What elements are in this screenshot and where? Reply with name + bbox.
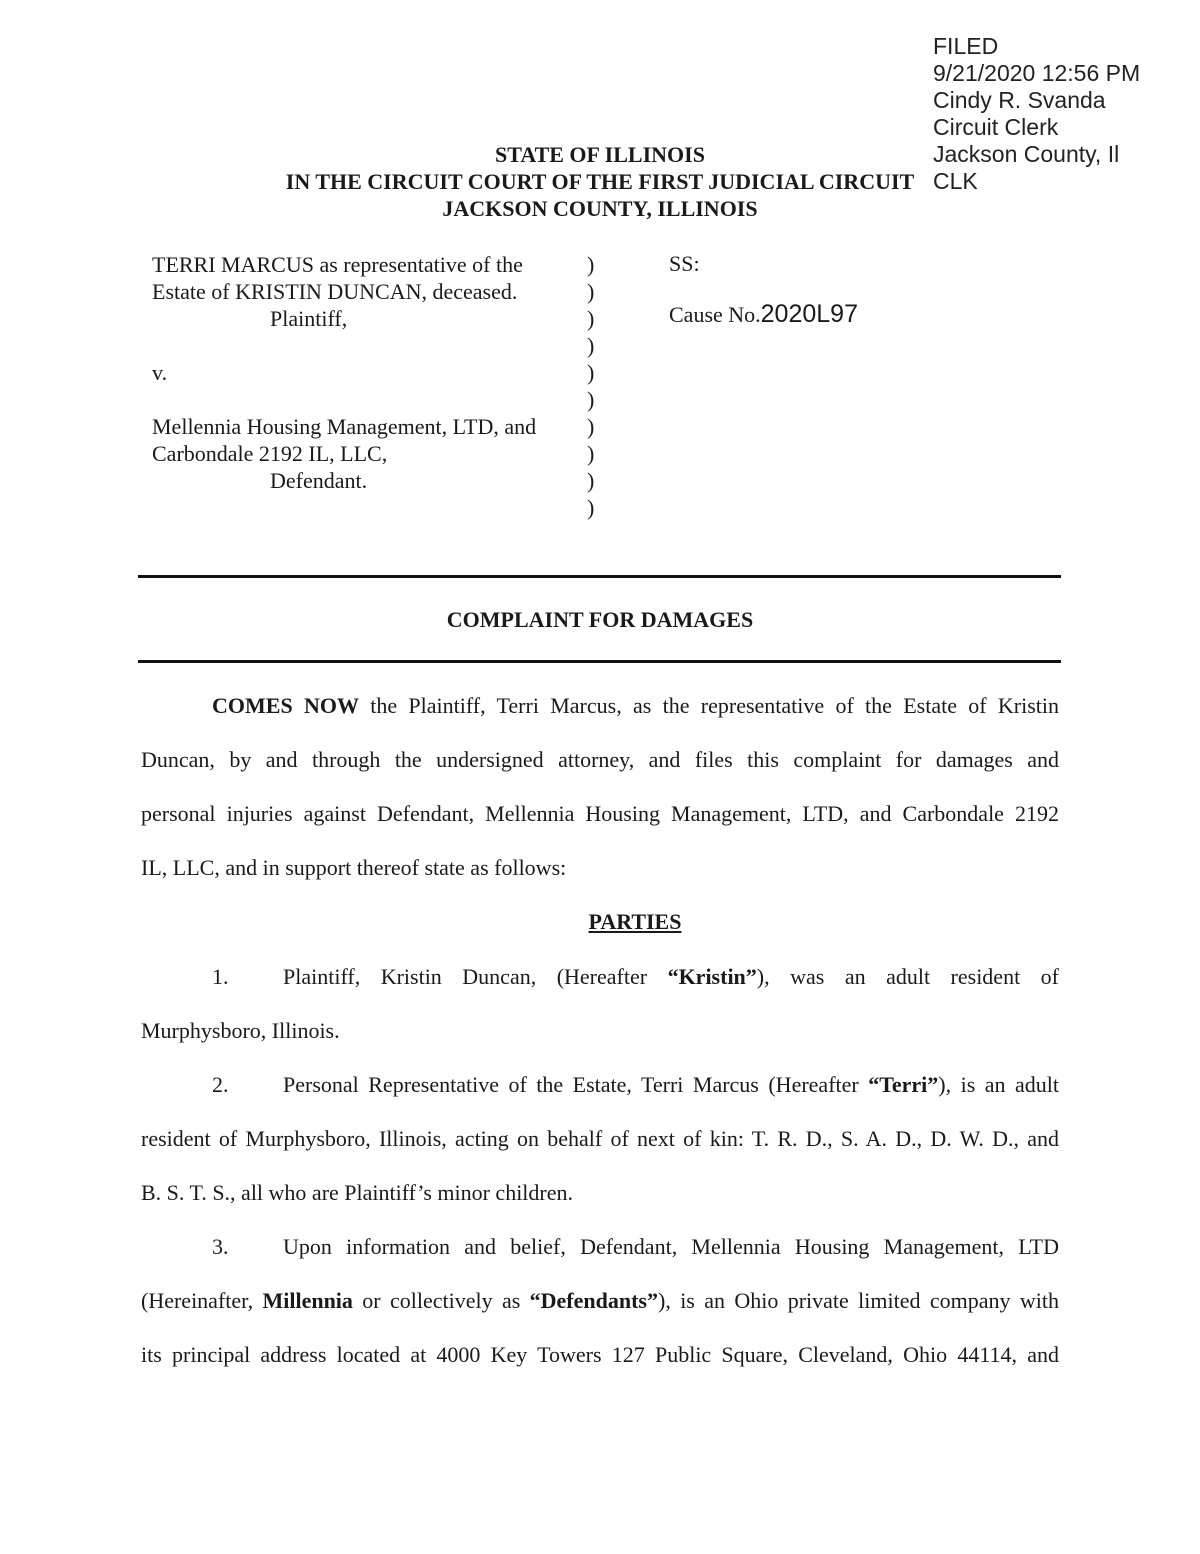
plaintiff-line-2: Estate of KRISTIN DUNCAN, deceased. bbox=[152, 279, 518, 304]
para-1-line-2: Murphysboro, Illinois. bbox=[141, 1018, 340, 1043]
para-1-line-1 bbox=[283, 964, 1059, 990]
cause-label: Cause No. bbox=[669, 302, 761, 327]
para-3-text-c: ), is an Ohio private limited company with bbox=[658, 1288, 1059, 1313]
para-3-text-b: or collectively as bbox=[352, 1288, 530, 1313]
paren: ) bbox=[587, 387, 595, 412]
stamp-county: Jackson County, Il bbox=[933, 141, 1120, 167]
document-title: COMPLAINT FOR DAMAGES bbox=[446, 607, 754, 632]
para-2-text-b: ), is an adult bbox=[938, 1072, 1059, 1097]
heading-county: JACKSON COUNTY, ILLINOIS bbox=[442, 196, 758, 221]
para-1-text-b: ), was an adult resident of bbox=[756, 964, 1059, 989]
stamp-filed: FILED bbox=[933, 33, 999, 59]
intro-line-3: personal injuries against Defendant, Mellennia Housing Management, LTD, and Carbondale 2192 bbox=[141, 801, 1059, 826]
stamp-clk: CLK bbox=[933, 168, 978, 194]
paren: ) bbox=[587, 360, 595, 385]
para-2-text-a: Personal Representative of the Estate, Terri Marcus (Hereafter bbox=[283, 1072, 869, 1097]
paren: ) bbox=[587, 306, 595, 331]
para-3-number: 3. bbox=[212, 1234, 229, 1259]
defendant-role: Defendant. bbox=[270, 468, 368, 493]
paren: ) bbox=[587, 279, 595, 304]
stamp-clerk-title: Circuit Clerk bbox=[933, 114, 1059, 140]
paren: ) bbox=[587, 495, 595, 520]
section-heading-parties: PARTIES bbox=[588, 909, 682, 934]
defendant-line-1: Mellennia Housing Management, LTD, and bbox=[152, 414, 537, 439]
heading-court: IN THE CIRCUIT COURT OF THE FIRST JUDICIAL CIRCUIT bbox=[285, 169, 915, 194]
para-3-line-1: Upon information and belief, Defendant, Mellennia Housing Management, LTD bbox=[283, 1234, 1059, 1259]
intro-lead: COMES NOW bbox=[212, 693, 359, 718]
para-3-line-2 bbox=[141, 1288, 1059, 1314]
para-3-text-a: (Hereinafter, bbox=[141, 1288, 263, 1313]
para-2-defined-term: “Terri” bbox=[868, 1072, 939, 1097]
paren: ) bbox=[587, 252, 595, 277]
paren: ) bbox=[587, 441, 595, 466]
para-2-line-3: B. S. T. S., all who are Plaintiff’s minor children. bbox=[141, 1180, 574, 1205]
defendant-line-2: Carbondale 2192 IL, LLC, bbox=[152, 441, 388, 466]
para-3-defined-term-2: “Defendants” bbox=[529, 1288, 658, 1313]
versus: v. bbox=[152, 360, 168, 385]
stamp-clerk-name: Cindy R. Svanda bbox=[933, 87, 1106, 113]
paren: ) bbox=[587, 468, 595, 493]
para-2-number: 2. bbox=[212, 1072, 229, 1097]
rule-bottom bbox=[138, 660, 1061, 663]
intro-line-2: Duncan, by and through the undersigned attorney, and files this complaint for damages and bbox=[141, 747, 1059, 772]
para-2-line-1 bbox=[283, 1072, 1059, 1098]
plaintiff-line-1: TERRI MARCUS as representative of the bbox=[152, 252, 523, 277]
ss-label: SS: bbox=[669, 251, 700, 276]
paren: ) bbox=[587, 414, 595, 439]
stamp-datetime: 9/21/2020 12:56 PM bbox=[933, 60, 1141, 86]
para-3-line-3: its principal address located at 4000 Key Towers 127 Public Square, Cleveland, Ohio 44114, and bbox=[141, 1342, 1059, 1367]
cause-number-block bbox=[669, 300, 858, 329]
paren: ) bbox=[587, 333, 595, 358]
intro-line-4: IL, LLC, and in support thereof state as follows: bbox=[141, 855, 567, 880]
para-1-number: 1. bbox=[212, 964, 229, 989]
para-1-defined-term: “Kristin” bbox=[667, 964, 757, 989]
plaintiff-role: Plaintiff, bbox=[270, 306, 348, 331]
intro-line-1-text: the Plaintiff, Terri Marcus, as the representative of the Estate of Kristin bbox=[358, 693, 1059, 718]
case-caption-parties bbox=[152, 251, 536, 494]
rule-top bbox=[138, 575, 1061, 578]
intro-line-1 bbox=[141, 693, 1059, 719]
para-3-defined-term-1: Millennia bbox=[262, 1288, 353, 1313]
cause-number: 2020L97 bbox=[760, 300, 858, 328]
para-2-line-2: resident of Murphysboro, Illinois, acting on behalf of next of kin: T. R. D., S. A. D., D. W. D., and bbox=[141, 1126, 1059, 1151]
heading-state: STATE OF ILLINOIS bbox=[495, 142, 705, 167]
caption-parentheses bbox=[587, 251, 594, 521]
para-1-text-a: Plaintiff, Kristin Duncan, (Hereafter bbox=[283, 964, 668, 989]
